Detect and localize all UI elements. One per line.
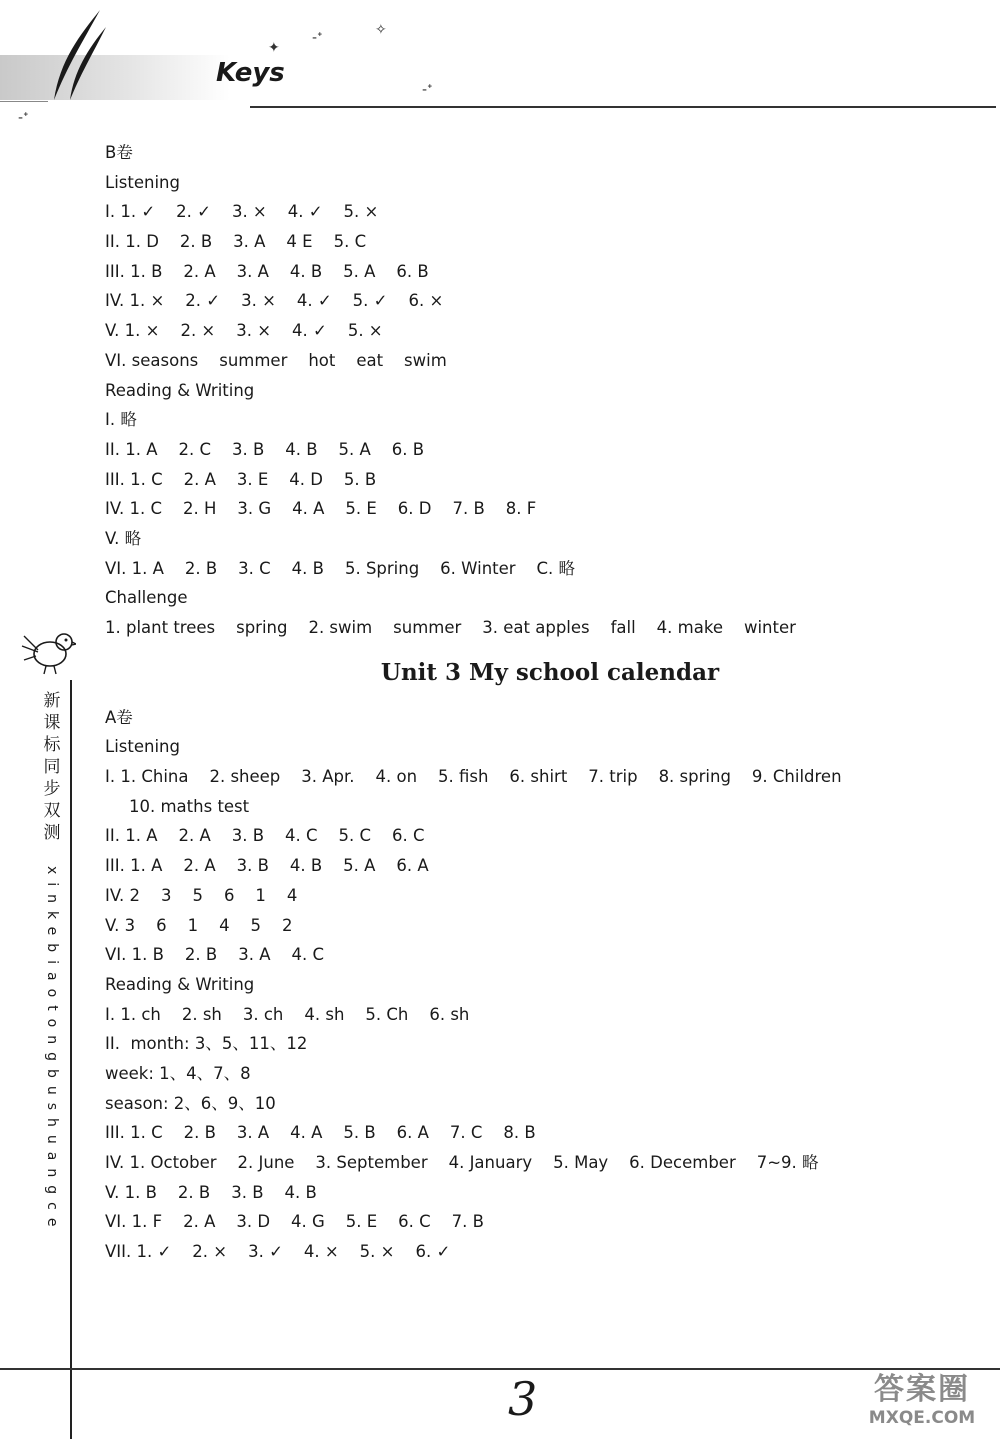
answer-line: 10. maths test xyxy=(129,796,250,816)
answer-key-content xyxy=(105,138,905,1267)
answer-line: VI. seasons summer hot eat swim xyxy=(105,350,447,370)
answer-line: III. 1. C 2. A 3. E 4. D 5. B xyxy=(105,469,377,489)
answer-line: Reading & Writing xyxy=(105,380,255,400)
answer-line: II. 1. A 2. C 3. B 4. B 5. A 6. B xyxy=(105,439,425,459)
header-band xyxy=(0,55,230,100)
answer-line: VII. 1. ✓ 2. × 3. ✓ 4. × 5. × 6. ✓ xyxy=(105,1242,451,1262)
section-heading: A卷 xyxy=(105,707,133,727)
watermark-url: MXQE.COM xyxy=(868,1408,976,1428)
answer-line: VI. 1. B 2. B 3. A 4. C xyxy=(105,945,324,965)
answer-line: Listening xyxy=(105,172,180,192)
sparkle-icon: ✦ xyxy=(268,40,280,56)
answer-line: III. 1. B 2. A 3. A 4. B 5. A 6. B xyxy=(105,261,429,281)
answer-line: V. 略 xyxy=(105,528,142,548)
answer-line: IV. 1. C 2. H 3. G 4. A 5. E 6. D 7. B 8. F xyxy=(105,499,537,519)
page-number: 3 xyxy=(508,1372,538,1426)
answer-line: Challenge xyxy=(105,588,188,608)
answer-line: Reading & Writing xyxy=(105,974,255,994)
answer-line: IV. 1. October 2. June 3. September 4. January 5. May 6. December 7~9. 略 xyxy=(105,1153,819,1172)
watermark xyxy=(848,1372,996,1428)
watermark-text: 答案圈 xyxy=(874,1372,970,1407)
brand-name-chinese: 新 课 标 同 步 双 测 xyxy=(43,691,61,843)
answer-line: IV. 1. × 2. ✓ 3. × 4. ✓ 5. ✓ 6. × xyxy=(105,291,444,311)
footer-rule xyxy=(0,1368,1000,1370)
answer-line: III. 1. C 2. B 3. A 4. A 5. B 6. A 7. C 8. B xyxy=(105,1123,536,1143)
answer-line: I. 1. ✓ 2. ✓ 3. × 4. ✓ 5. × xyxy=(105,202,379,222)
answer-line: III. 1. A 2. A 3. B 4. B 5. A 6. A xyxy=(105,856,429,876)
answer-line: II. month: 3、5、11、12 xyxy=(105,1034,308,1054)
answer-line: week: 1、4、7、8 xyxy=(105,1063,251,1083)
answer-line: II. 1. D 2. B 3. A 4 E 5. C xyxy=(105,232,367,252)
answer-line: VI. 1. A 2. B 3. C 4. B 5. Spring 6. Winter C. 略 xyxy=(105,558,576,578)
answer-line: II. 1. A 2. A 3. B 4. C 5. C 6. C xyxy=(105,826,425,846)
sparkle-icon: -ᐩ xyxy=(18,110,29,126)
answer-line: I. 1. ch 2. sh 3. ch 4. sh 5. Ch 6. sh xyxy=(105,1004,470,1024)
answer-line: V. 1. × 2. × 3. × 4. ✓ 5. × xyxy=(105,321,383,341)
answer-line: 1. plant trees spring 2. swim summer 3. eat apples fall 4. make winter xyxy=(105,618,796,637)
answer-line: V. 1. B 2. B 3. B 4. B xyxy=(105,1182,317,1202)
brand-name-pinyin: xinkebiaotongbushuangce xyxy=(44,866,60,1235)
answer-line: I. 1. China 2. sheep 3. Apr. 4. on 5. fish 6. shirt 7. trip 8. spring 9. Children xyxy=(105,767,842,787)
page-title: Keys xyxy=(216,58,285,88)
answer-line: season: 2、6、9、10 xyxy=(105,1093,276,1113)
answer-line: VI. 1. F 2. A 3. D 4. G 5. E 6. C 7. B xyxy=(105,1212,484,1232)
header-rule xyxy=(250,106,996,108)
sidebar-rule xyxy=(70,680,72,1439)
answer-line: I. 略 xyxy=(105,410,137,430)
section-heading: B卷 xyxy=(105,143,133,162)
sparkle-icon: ✧ xyxy=(375,22,387,38)
bird-icon xyxy=(20,622,76,678)
answer-line: Listening xyxy=(105,737,180,757)
answer-line: V. 3 6 1 4 5 2 xyxy=(105,915,293,935)
answer-line: IV. 2 3 5 6 1 4 xyxy=(105,885,298,905)
unit-title: Unit 3 My school calendar xyxy=(380,658,720,686)
header-rule-left xyxy=(0,101,48,102)
sparkle-icon: -ᐩ xyxy=(312,30,323,46)
swoosh-logo-icon xyxy=(40,5,110,105)
sparkle-icon: -ᐩ xyxy=(422,82,433,98)
